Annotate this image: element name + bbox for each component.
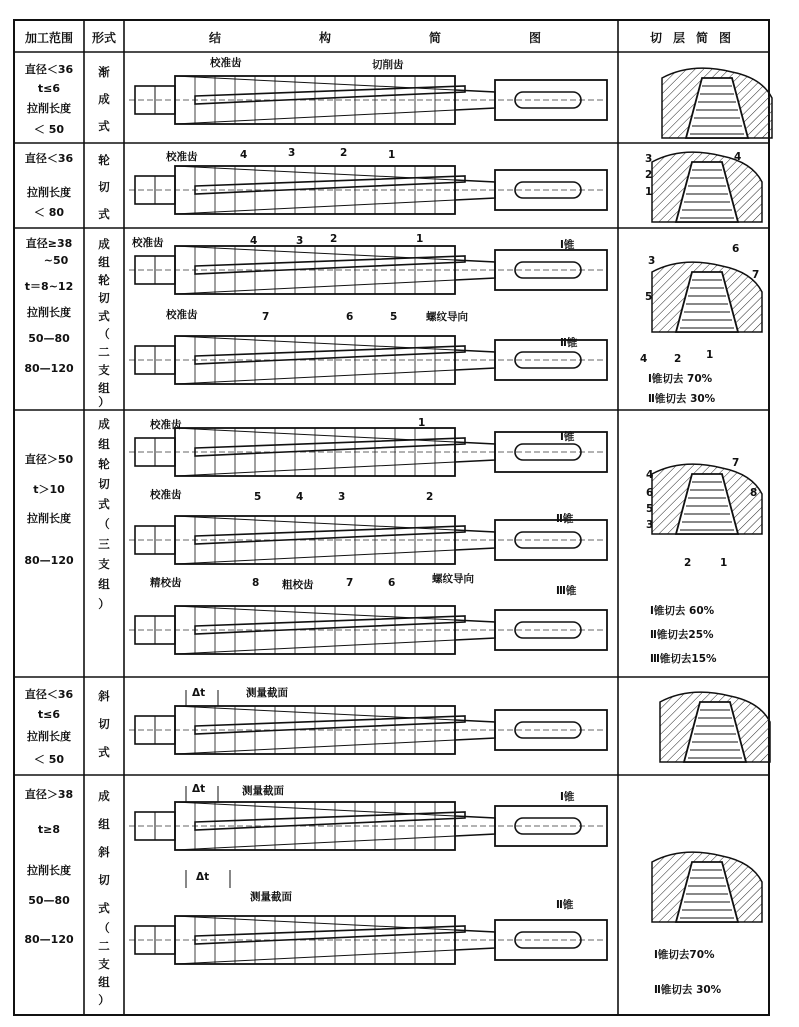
row3-form-8: 支 — [98, 363, 110, 377]
row3-form-2: 组 — [98, 255, 110, 269]
row4-range-3: 拉削长度 — [27, 512, 71, 525]
row4-c-cone: Ⅲ锥 — [556, 585, 577, 597]
header-structure-3: 简 — [428, 31, 442, 45]
row4-c-7: 7 — [346, 577, 354, 589]
row2-label-1: 1 — [388, 149, 396, 161]
row2-cut-label-2: 2 — [645, 169, 653, 181]
row4-cut-label-1: 1 — [720, 557, 728, 569]
row4-form-3: 轮 — [98, 457, 110, 471]
row4-form-6: （ — [98, 517, 110, 531]
row6-form-8: 支 — [98, 957, 110, 971]
row5-range-3: 拉削长度 — [27, 730, 71, 743]
row4-b-4: 4 — [296, 491, 304, 503]
row4-cut-label-3: 3 — [646, 519, 654, 531]
row6-a-cone: Ⅰ锥 — [560, 791, 575, 803]
row4-form-8: 支 — [98, 557, 110, 571]
row1-form-1: 渐 — [98, 65, 110, 79]
row3-cut-label-4: 4 — [640, 353, 648, 365]
row6-form-3: 斜 — [98, 845, 110, 859]
row2-label-3: 3 — [288, 147, 296, 159]
row2-label-calibrating: 校准齿 — [166, 151, 198, 163]
row3-cut-label-5: 5 — [645, 291, 653, 303]
row4-c-8: 8 — [252, 577, 260, 589]
row3-a-3: 3 — [296, 235, 304, 247]
row1-range-2: t≤6 — [37, 82, 61, 95]
row4-form-4: 切 — [98, 477, 110, 491]
row6-b-delta-t: Δt — [196, 871, 210, 883]
row1-broach-drawing — [129, 76, 607, 124]
row3-b-calibrating: 校准齿 — [166, 309, 198, 321]
row4-cut-label-2: 2 — [684, 557, 692, 569]
header-structure-2: 构 — [318, 31, 332, 45]
row3-form-10: ） — [98, 395, 110, 409]
row5-form-3: 式 — [98, 745, 110, 759]
row5-broach-drawing — [129, 706, 607, 754]
row3-form-5: 式 — [98, 309, 110, 323]
row4-broach-1-drawing — [129, 428, 607, 476]
row3-a-4: 4 — [250, 235, 258, 247]
header-cut-3: 简 — [695, 31, 709, 45]
row3-cut-label-3: 3 — [648, 255, 656, 267]
row3-a-2: 2 — [330, 233, 338, 245]
row5-form-1: 斜 — [98, 689, 110, 703]
row3-broach-2-drawing — [129, 336, 607, 384]
row4-cut-label-6: 6 — [646, 487, 654, 499]
header-structure-1: 结 — [208, 31, 222, 45]
row4-broach-2-drawing — [129, 516, 607, 564]
row6-cut-diagram — [652, 852, 762, 922]
row4-form-5: 式 — [98, 497, 110, 511]
row3-form-3: 轮 — [98, 273, 110, 287]
row3-a-cone: Ⅰ锥 — [560, 239, 575, 251]
row-5 — [25, 686, 770, 766]
row6-form-6: （ — [98, 921, 110, 935]
row3-b-thread-guide: 螺纹导向 — [426, 311, 468, 323]
row4-b-cone: Ⅱ锥 — [556, 513, 574, 525]
row4-b-2: 2 — [426, 491, 434, 503]
row4-cut-note-3: Ⅲ锥切去15% — [650, 653, 717, 665]
row2-range-2: 拉削长度 — [27, 186, 71, 199]
row4-cut-note-2: Ⅱ锥切去25% — [650, 629, 714, 641]
row4-b-calibrating: 校准齿 — [150, 489, 182, 501]
row5-range-4: ＜ 50 — [33, 753, 65, 766]
row6-form-2: 组 — [98, 817, 110, 831]
row4-c-rough-calibrating: 粗校齿 — [282, 579, 314, 591]
row6-form-1: 成 — [98, 789, 110, 803]
row3-range-6: 80—120 — [24, 362, 74, 375]
row2-range-1: 直径＜36 — [24, 152, 74, 165]
row2-form-1: 轮 — [98, 153, 110, 167]
row2-cut-label-3: 3 — [645, 153, 653, 165]
row3-b-6: 6 — [346, 311, 354, 323]
row4-c-thread-guide: 螺纹导向 — [432, 573, 474, 585]
row6-b-measure-section: 测量截面 — [250, 891, 292, 903]
row4-b-3: 3 — [338, 491, 346, 503]
row3-b-5: 5 — [390, 311, 398, 323]
row4-cut-diagram — [652, 464, 762, 534]
row3-form-9: 组 — [98, 381, 110, 395]
header-structure-4: 图 — [528, 31, 542, 45]
row6-broach-1-drawing — [129, 802, 607, 850]
row-1 — [25, 56, 772, 138]
row5-cut-diagram — [660, 692, 770, 762]
row6-a-measure-section: 测量截面 — [242, 785, 284, 797]
row6-range-4: 50—80 — [28, 894, 70, 907]
row3-cut-label-7: 7 — [752, 269, 760, 281]
row3-range-4: 拉削长度 — [27, 306, 71, 319]
row2-range-3: ＜ 80 — [33, 206, 65, 219]
row1-form-3: 式 — [98, 119, 110, 133]
row3-form-1: 成 — [98, 237, 110, 251]
row4-range-4: 80—120 — [24, 554, 74, 567]
row3-a-1: 1 — [416, 233, 424, 245]
row4-range-2: t＞10 — [33, 483, 65, 496]
row4-c-6: 6 — [388, 577, 396, 589]
header-cut-1: 切 — [649, 31, 663, 45]
row1-label-calibrating: 校准齿 — [210, 57, 242, 69]
row2-cut-label-4: 4 — [734, 151, 742, 163]
row4-broach-3-drawing — [129, 606, 607, 654]
row2-cut-diagram — [652, 152, 762, 222]
row-2 — [25, 147, 762, 222]
row6-range-5: 80—120 — [24, 933, 74, 946]
row4-cut-note-1: Ⅰ锥切去 60% — [650, 605, 715, 617]
row3-b-cone: Ⅱ锥 — [560, 337, 578, 349]
row4-b-5: 5 — [254, 491, 262, 503]
row1-form-2: 成 — [98, 92, 110, 106]
row-3 — [24, 233, 762, 409]
header-range: 加工范围 — [24, 31, 74, 45]
row2-form-2: 切 — [98, 180, 110, 194]
row3-range-3: t＝8~12 — [24, 280, 74, 293]
row-6 — [24, 783, 762, 1007]
row5-range-2: t≤6 — [37, 708, 61, 721]
row4-form-10: ） — [98, 597, 110, 611]
row6-form-10: ） — [98, 993, 110, 1007]
row1-range-4: ＜ 50 — [33, 123, 65, 136]
row6-form-7: 二 — [98, 939, 110, 953]
row3-range-1: 直径≥38 — [25, 237, 73, 250]
row3-cut-note-2: Ⅱ锥切去 30% — [648, 393, 716, 405]
row6-form-5: 式 — [98, 901, 110, 915]
row4-form-7: 三 — [98, 537, 110, 551]
row3-cut-label-6: 6 — [732, 243, 740, 255]
row4-form-2: 组 — [98, 437, 110, 451]
row5-delta-t: Δt — [192, 687, 206, 699]
row4-range-1: 直径＞50 — [24, 453, 74, 466]
row6-cut-note-2: Ⅱ锥切去 30% — [654, 984, 722, 996]
row-4 — [24, 417, 762, 665]
row4-a-1: 1 — [418, 417, 426, 429]
row2-label-2: 2 — [340, 147, 348, 159]
header-cut-4: 图 — [718, 31, 732, 45]
row6-range-2: t≥8 — [37, 823, 61, 836]
row1-range-3: 拉削长度 — [27, 102, 71, 115]
row6-a-delta-t: Δt — [192, 783, 206, 795]
row3-range-5: 50—80 — [28, 332, 70, 345]
row4-form-1: 成 — [98, 417, 110, 431]
row1-label-cutting: 切削齿 — [372, 59, 404, 71]
row6-form-9: 组 — [98, 975, 110, 989]
row3-cut-note-1: Ⅰ锥切去 70% — [648, 373, 713, 385]
header-cut-2: 层 — [672, 31, 686, 45]
row5-range-1: 直径＜36 — [24, 688, 74, 701]
row3-range-2: ~50 — [43, 254, 69, 267]
row3-a-calibrating: 校准齿 — [132, 237, 164, 249]
row4-form-9: 组 — [98, 577, 110, 591]
row6-range-3: 拉削长度 — [27, 864, 71, 877]
row4-c-fine-calibrating: 精校齿 — [150, 577, 182, 589]
row2-label-4: 4 — [240, 149, 248, 161]
row3-broach-1-drawing — [129, 246, 607, 294]
row3-form-4: 切 — [98, 291, 110, 305]
row6-cut-note-1: Ⅰ锥切去70% — [654, 949, 715, 961]
row3-form-7: 二 — [98, 345, 110, 359]
row4-a-calibrating: 校准齿 — [150, 419, 182, 431]
row1-cut-diagram — [662, 68, 772, 138]
row4-cut-label-8: 8 — [750, 487, 758, 499]
header-form: 形式 — [91, 31, 117, 45]
row1-range-1: 直径＜36 — [24, 63, 74, 76]
row3-cut-diagram — [652, 262, 762, 332]
row4-cut-label-4: 4 — [646, 469, 654, 481]
row3-cut-label-1: 1 — [706, 349, 714, 361]
row2-cut-label-1: 1 — [645, 186, 653, 198]
row5-form-2: 切 — [98, 717, 110, 731]
row4-a-cone: Ⅰ锥 — [560, 431, 575, 443]
row6-b-cone: Ⅱ锥 — [556, 899, 574, 911]
row2-broach-drawing — [129, 166, 607, 214]
row2-form-3: 式 — [98, 207, 110, 221]
row6-form-4: 切 — [98, 873, 110, 887]
row3-form-6: （ — [98, 327, 110, 341]
row5-measure-section: 测量截面 — [246, 687, 288, 699]
row3-b-7: 7 — [262, 311, 270, 323]
row3-cut-label-2: 2 — [674, 353, 682, 365]
row6-broach-2-drawing — [129, 916, 607, 964]
row4-cut-label-7: 7 — [732, 457, 740, 469]
row4-cut-label-5: 5 — [646, 503, 654, 515]
row6-range-1: 直径＞38 — [24, 788, 74, 801]
